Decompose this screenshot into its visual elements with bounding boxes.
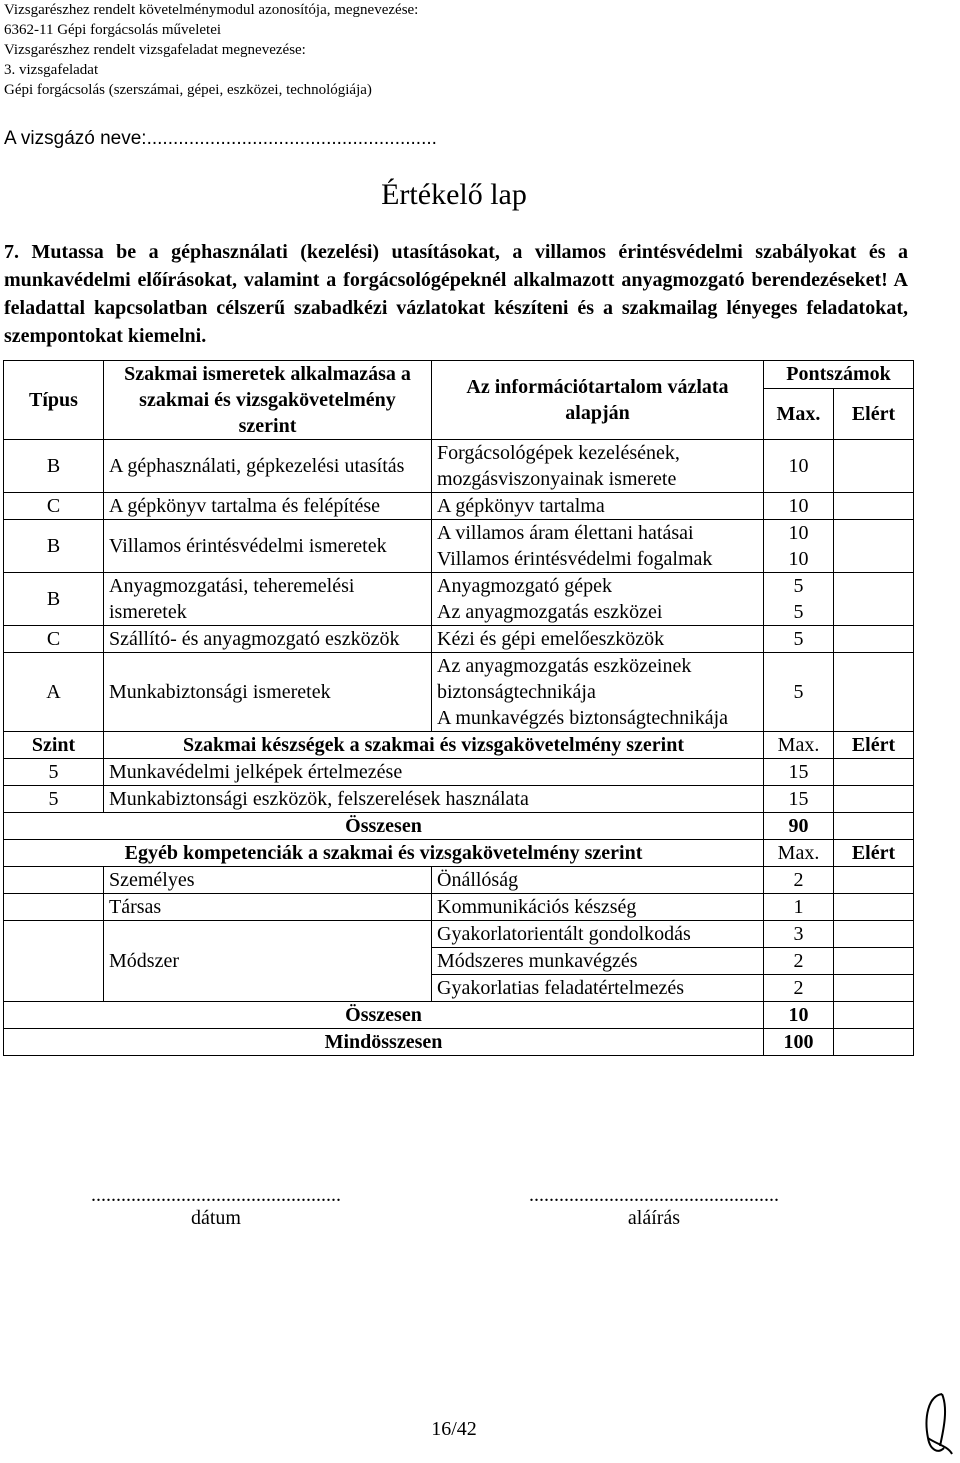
header-level: Szint — [4, 732, 104, 759]
row-max: 5 — [764, 599, 834, 626]
grand-total-row — [4, 1029, 914, 1056]
row-category: Társas — [104, 894, 432, 921]
date-dots: .................................................. — [91, 1184, 341, 1206]
row-info: Forgácsológépek kezelésének, mozgásviszonyainak ismerete — [432, 440, 764, 493]
row-info: Az anyagmozgatás eszközei — [432, 599, 764, 626]
row-competency: Módszeres munkavégzés — [432, 948, 764, 975]
row-level: 5 — [4, 759, 104, 786]
row-skill: Munkavédelmi jelképek értelmezése — [104, 759, 764, 786]
table-row — [4, 786, 914, 813]
header-type: Típus — [4, 361, 104, 440]
header-line: Gépi forgácsolás (szerszámai, gépei, eszközei, technológiája) — [4, 82, 372, 98]
table-row — [4, 759, 914, 786]
header-line: 6362-11 Gépi forgácsolás műveletei — [4, 22, 222, 38]
table-row — [4, 573, 914, 600]
header-knowledge: Szakmai ismeretek alkalmazása a szakmai és vizsgakövetelmény szerint — [104, 361, 432, 440]
row-category: Módszer — [104, 921, 432, 1002]
row-category: Személyes — [104, 867, 432, 894]
signature-dots: .................................................. — [529, 1184, 779, 1206]
row-max: 15 — [764, 786, 834, 813]
row-info-line: A munkavégzés biztonságtechnikája — [437, 707, 729, 729]
header-info: Az információtartalom vázlata alapján — [432, 361, 764, 440]
row-info: A gépkönyv tartalma — [432, 493, 764, 520]
subtotal-value: 10 — [764, 1002, 834, 1029]
row-competency: Gyakorlatias feladatértelmezés — [432, 975, 764, 1002]
row-info — [432, 653, 764, 732]
row-topic: Szállító- és anyagmozgató eszközök — [104, 626, 432, 653]
row-skill: Munkabiztonsági eszközök, felszerelések használata — [104, 786, 764, 813]
achieved-cell — [834, 867, 914, 894]
header-line: 3. vizsgafeladat — [4, 62, 99, 78]
row-max: 10 — [764, 520, 834, 547]
empty-cell — [4, 921, 104, 1002]
initials-mark — [918, 1388, 956, 1460]
achieved-cell — [834, 948, 914, 975]
table-row — [4, 440, 914, 493]
row-info: Villamos érintésvédelmi fogalmak — [432, 546, 764, 573]
table-row — [4, 520, 914, 547]
achieved-cell — [834, 440, 914, 493]
header-achieved: Elért — [834, 732, 914, 759]
achieved-cell — [834, 759, 914, 786]
row-max: 1 — [764, 894, 834, 921]
row-info-line: Az anyagmozgatás eszközeinek biztonságtechnikája — [437, 655, 692, 703]
table-row — [4, 921, 914, 948]
page-title: Értékelő lap — [381, 178, 527, 211]
grand-total-value: 100 — [764, 1029, 834, 1056]
skills-header-row — [4, 732, 914, 759]
header-achieved: Elért — [834, 388, 914, 439]
evaluation-table — [3, 360, 914, 1056]
document-header — [4, 0, 418, 100]
row-info: A villamos áram élettani hatásai — [432, 520, 764, 547]
row-info: Kézi és gépi emelőeszközök — [432, 626, 764, 653]
achieved-cell — [834, 921, 914, 948]
row-max: 5 — [764, 626, 834, 653]
row-competency: Gyakorlatorientált gondolkodás — [432, 921, 764, 948]
row-type: C — [4, 493, 104, 520]
row-competency: Kommunikációs készség — [432, 894, 764, 921]
achieved-cell — [834, 520, 914, 573]
row-max: 3 — [764, 921, 834, 948]
row-topic: A géphasználati, gépkezelési utasítás — [104, 440, 432, 493]
row-topic: Villamos érintésvédelmi ismeretek — [104, 520, 432, 573]
row-competency: Önállóság — [432, 867, 764, 894]
subtotal-label: Összesen — [4, 813, 764, 840]
candidate-name-field: A vizsgázó neve:....................................................... — [4, 128, 437, 149]
signature-label: aláírás — [627, 1207, 681, 1229]
skills-header: Szakmai készségek a szakmai és vizsgakövetelmény szerint — [104, 732, 764, 759]
row-max: 10 — [764, 440, 834, 493]
achieved-cell — [834, 1029, 914, 1056]
task-description: 7. Mutassa be a géphasználati (kezelési) utasításokat, a villamos érintésvédelmi szabályokat és a munkavédelmi előírásokat, valamint a forgácsológépeknél alkalmazott anyagmozgató berendezéseket! A feladattal kapcsolatban célszerű szabadkézi vázlatokat készíteni és a szakmailag lényeges feladatokat, szempontokat kiemelni. — [4, 241, 908, 347]
grand-total-label: Mindösszesen — [4, 1029, 764, 1056]
header-max: Max. — [764, 840, 834, 867]
row-max: 2 — [764, 948, 834, 975]
achieved-cell — [834, 813, 914, 840]
row-type: B — [4, 440, 104, 493]
row-info: Anyagmozgató gépek — [432, 573, 764, 600]
achieved-cell — [834, 626, 914, 653]
other-header-row — [4, 840, 914, 867]
signature-block — [514, 1184, 794, 1230]
subtotal-row — [4, 1002, 914, 1029]
row-max: 5 — [764, 653, 834, 732]
page-number: 16/42 — [431, 1418, 477, 1440]
row-level: 5 — [4, 786, 104, 813]
subtotal-label: Összesen — [4, 1002, 764, 1029]
achieved-cell — [834, 786, 914, 813]
header-line: Vizsgarészhez rendelt követelménymodul azonosítója, megnevezése: — [4, 2, 419, 18]
achieved-cell — [834, 493, 914, 520]
empty-cell — [4, 867, 104, 894]
header-line: Vizsgarészhez rendelt vizsgafeladat megnevezése: — [4, 42, 306, 58]
table-row — [4, 894, 914, 921]
empty-cell — [4, 894, 104, 921]
row-type: B — [4, 520, 104, 573]
achieved-cell — [834, 653, 914, 732]
subtotal-value: 90 — [764, 813, 834, 840]
date-label: dátum — [191, 1207, 241, 1229]
header-max: Max. — [764, 388, 834, 439]
achieved-cell — [834, 573, 914, 626]
subtotal-row — [4, 813, 914, 840]
row-max: 15 — [764, 759, 834, 786]
achieved-cell — [834, 894, 914, 921]
table-row — [4, 493, 914, 520]
row-topic: A gépkönyv tartalma és felépítése — [104, 493, 432, 520]
row-max: 5 — [764, 573, 834, 600]
row-topic: Munkabiztonsági ismeretek — [104, 653, 432, 732]
row-topic: Anyagmozgatási, teheremelési ismeretek — [104, 573, 432, 626]
row-type: C — [4, 626, 104, 653]
achieved-cell — [834, 975, 914, 1002]
date-signature-block — [76, 1184, 356, 1230]
row-type: B — [4, 573, 104, 626]
row-type: A — [4, 653, 104, 732]
other-competencies-header: Egyéb kompetenciák a szakmai és vizsgakövetelmény szerint — [4, 840, 764, 867]
table-row — [4, 626, 914, 653]
row-max: 2 — [764, 867, 834, 894]
row-max: 10 — [764, 493, 834, 520]
header-points: Pontszámok — [764, 361, 914, 389]
row-max: 10 — [764, 546, 834, 573]
achieved-cell — [834, 1002, 914, 1029]
table-row — [4, 867, 914, 894]
header-achieved: Elért — [834, 840, 914, 867]
header-max: Max. — [764, 732, 834, 759]
row-max: 2 — [764, 975, 834, 1002]
table-row — [4, 653, 914, 732]
